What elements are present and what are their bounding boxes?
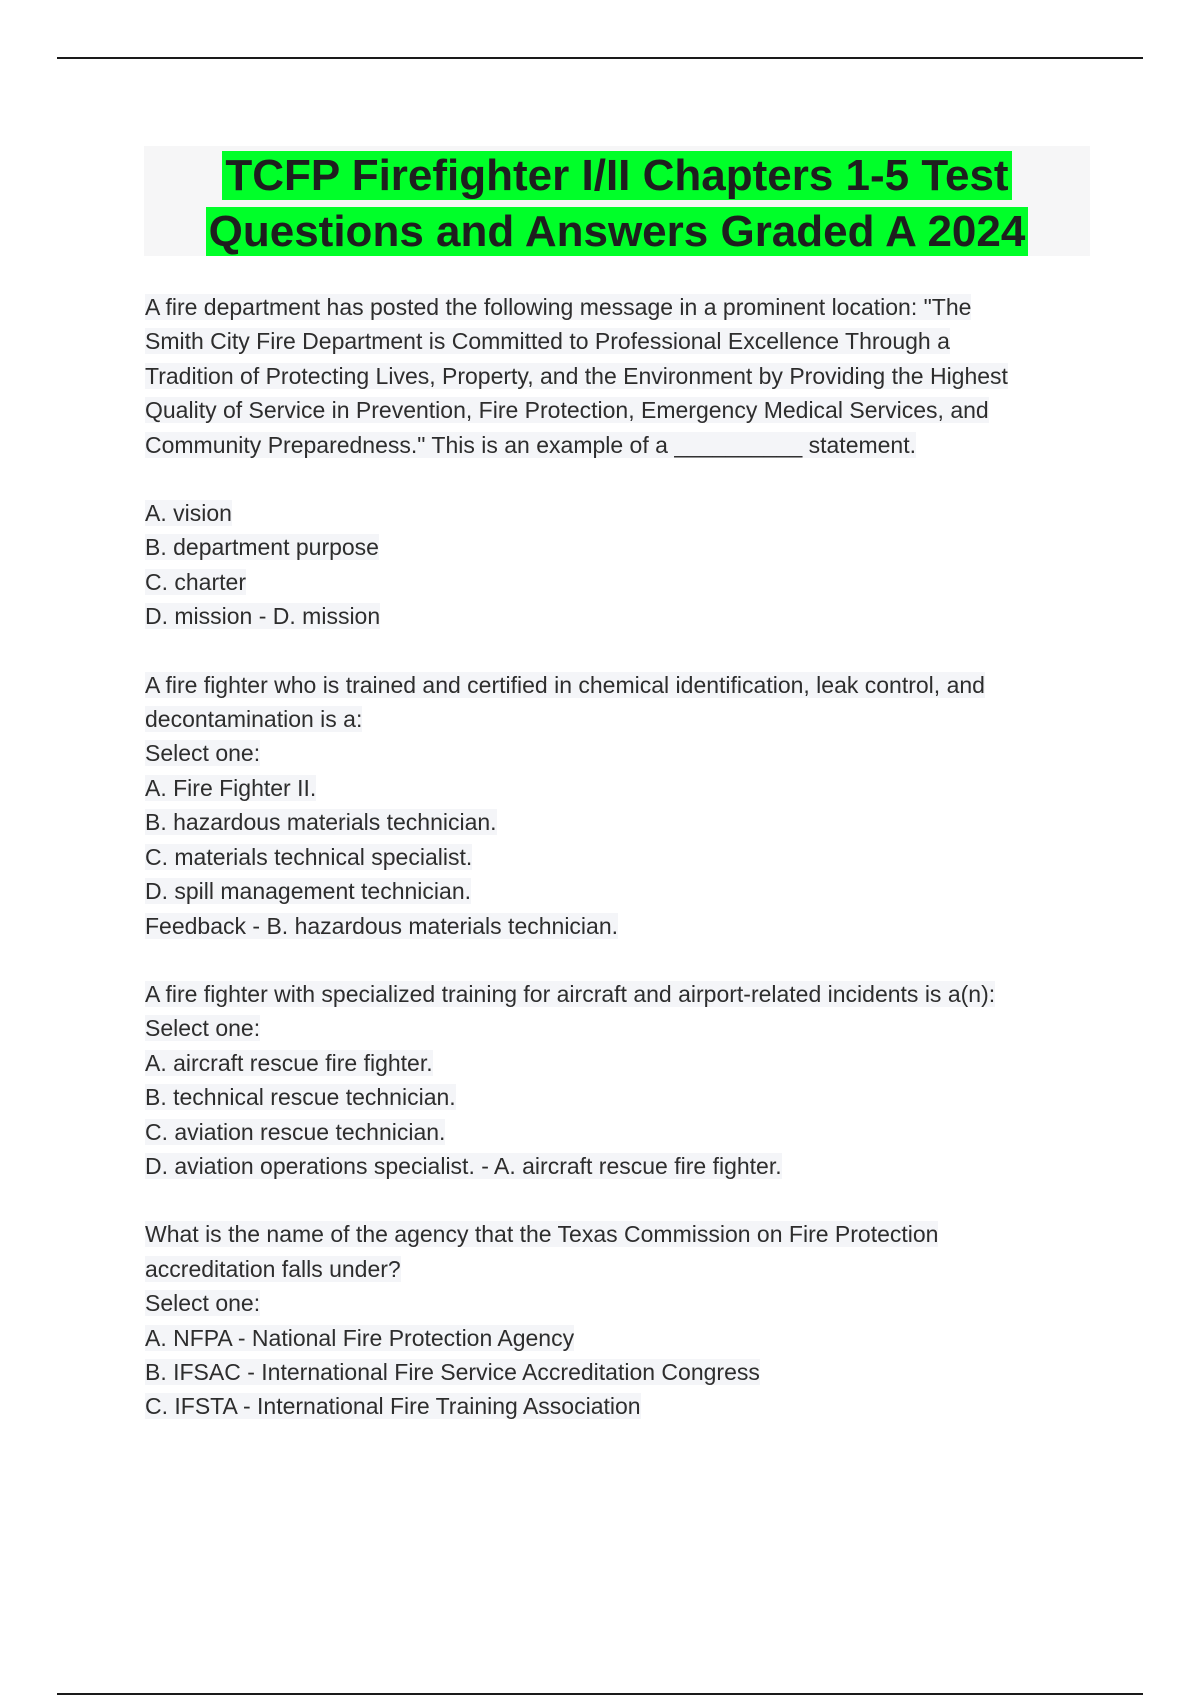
answer-option: A. Fire Fighter II. [145, 774, 317, 801]
question-text-line: Smith City Fire Department is Committed to Professional Excellence Through a [145, 328, 950, 355]
question-text-line: A fire department has posted the following message in a prominent location: "The [145, 294, 972, 320]
answer-option: D. mission - D. mission [145, 603, 381, 630]
question-text-line: Quality of Service in Prevention, Fire Protection, Emergency Medical Services, and [145, 397, 989, 424]
select-one-label: Select one: [145, 1290, 261, 1317]
title-block [144, 146, 1090, 256]
answer-option: C. charter [145, 568, 246, 595]
answer-option: A. NFPA - National Fire Protection Agency [145, 1324, 575, 1351]
question-4 [145, 1217, 1090, 1423]
answer-option: B. department purpose [145, 534, 379, 561]
question-text-line: A fire fighter who is trained and certified in chemical identification, leak control, and [145, 671, 985, 698]
question-3 [145, 977, 1090, 1183]
title-line: TCFP Firefighter I/II Chapters 1-5 Test [222, 151, 1011, 200]
page-title [144, 146, 1090, 260]
question-text-line: decontamination is a: [145, 706, 363, 733]
title-line: Questions and Answers Graded A 2024 [206, 207, 1029, 256]
question-1-stem [145, 290, 1090, 462]
answer-option: D. spill management technician. [145, 878, 471, 905]
question-text-line: What is the name of the agency that the Texas Commission on Fire Protection [145, 1221, 939, 1248]
answer-option: C. IFSTA - International Fire Training Association [145, 1393, 641, 1420]
answer-option: C. aviation rescue technician. [145, 1118, 446, 1145]
answer-option: B. technical rescue technician. [145, 1084, 456, 1111]
question-text-line: accreditation falls under? [145, 1255, 401, 1282]
answer-option: A. vision [145, 500, 232, 527]
question-2 [145, 668, 1090, 943]
bottom-rule [57, 1693, 1143, 1695]
top-rule [57, 57, 1143, 59]
document-body [145, 290, 1090, 1458]
select-one-label: Select one: [145, 740, 261, 767]
answer-option: C. materials technical specialist. [145, 843, 473, 870]
question-text-line: A fire fighter with specialized training for aircraft and airport-related incidents is a(n): [145, 980, 996, 1007]
answer-option: A. aircraft rescue fire fighter. [145, 1049, 433, 1076]
question-1-options [145, 496, 1090, 634]
feedback-answer: Feedback - B. hazardous materials technician. [145, 912, 619, 939]
select-one-label: Select one: [145, 1015, 261, 1042]
answer-option: B. hazardous materials technician. [145, 809, 497, 836]
question-text-line: Community Preparedness." This is an example of a __________ statement. [145, 431, 917, 458]
question-text-line: Tradition of Protecting Lives, Property, and the Environment by Providing the Highest [145, 362, 1008, 389]
answer-option: B. IFSAC - International Fire Service Accreditation Congress [145, 1358, 760, 1385]
answer-option: D. aviation operations specialist. - A. aircraft rescue fire fighter. [145, 1152, 782, 1179]
